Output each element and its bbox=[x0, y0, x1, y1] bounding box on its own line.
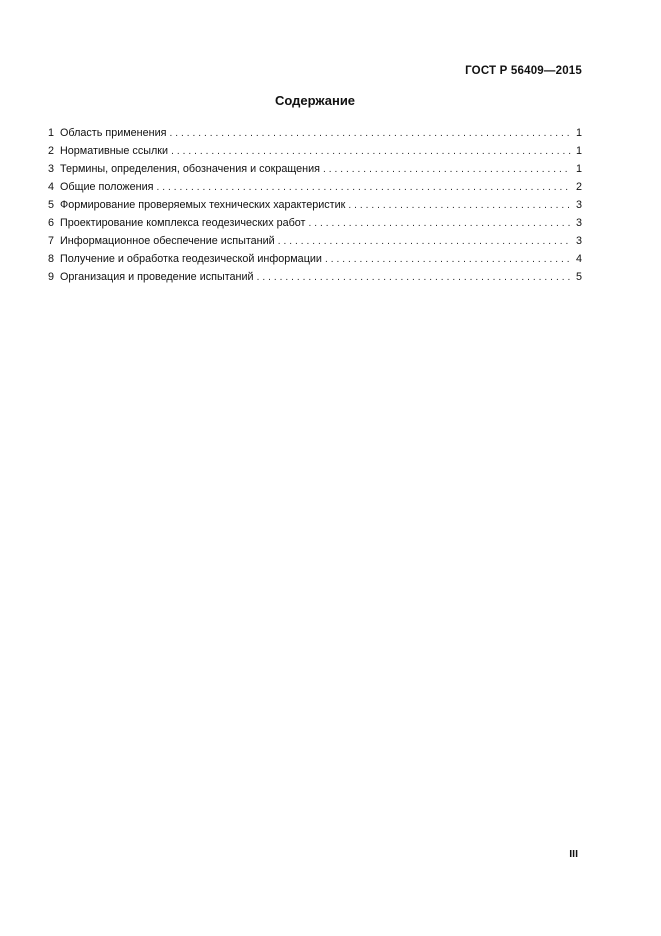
toc-item-page: 2 bbox=[575, 181, 582, 193]
toc-dot-leader bbox=[257, 269, 571, 287]
toc-item-title: Нормативные ссылки bbox=[60, 145, 169, 157]
toc-title: Содержание bbox=[274, 93, 356, 108]
toc-item-number: 9 bbox=[48, 271, 55, 283]
toc-item[interactable] bbox=[48, 250, 582, 268]
toc-item-number: 4 bbox=[48, 181, 55, 193]
toc-item-page: 1 bbox=[575, 127, 582, 139]
toc-item-number: 7 bbox=[48, 235, 55, 247]
toc-item[interactable] bbox=[48, 178, 582, 196]
page-number: III bbox=[569, 848, 578, 860]
toc-item-title: Информационное обеспечение испытаний bbox=[60, 235, 275, 247]
toc-item-page: 3 bbox=[575, 235, 582, 247]
toc-item-title: Формирование проверяемых технических характеристик bbox=[60, 199, 346, 211]
toc-item[interactable] bbox=[48, 196, 582, 214]
toc-item-number: 6 bbox=[48, 217, 55, 229]
toc-item-number: 1 bbox=[48, 127, 55, 139]
toc-item-page: 1 bbox=[575, 145, 582, 157]
toc-item[interactable] bbox=[48, 124, 582, 142]
toc-item[interactable] bbox=[48, 268, 582, 286]
toc-item-title: Получение и обработка геодезической информации bbox=[60, 253, 322, 265]
toc-item-page: 4 bbox=[575, 253, 582, 265]
toc-item[interactable] bbox=[48, 214, 582, 232]
toc-dot-leader bbox=[348, 197, 571, 215]
toc-item[interactable] bbox=[48, 142, 582, 160]
toc-item-title: Область применения bbox=[60, 127, 167, 139]
toc-dot-leader bbox=[325, 251, 571, 269]
toc-item-page: 1 bbox=[575, 163, 582, 175]
toc-dot-leader bbox=[323, 161, 571, 179]
toc-item-page: 3 bbox=[575, 217, 582, 229]
toc-item-title: Термины, определения, обозначения и сокращения bbox=[60, 163, 321, 175]
toc-item[interactable] bbox=[48, 160, 582, 178]
toc-item[interactable] bbox=[48, 232, 582, 250]
document-code: ГОСТ Р 56409—2015 bbox=[465, 65, 582, 77]
toc-item-page: 5 bbox=[575, 271, 582, 283]
toc-dot-leader bbox=[278, 233, 571, 251]
toc-item-title: Общие положения bbox=[60, 181, 154, 193]
toc-dot-leader bbox=[157, 179, 572, 197]
toc-item-title: Проектирование комплекса геодезических работ bbox=[60, 217, 306, 229]
toc-dot-leader bbox=[309, 215, 571, 233]
toc-item-number: 8 bbox=[48, 253, 55, 265]
toc-dot-leader bbox=[170, 125, 572, 143]
toc-item-number: 2 bbox=[48, 145, 55, 157]
toc-item-page: 3 bbox=[575, 199, 582, 211]
toc-dot-leader bbox=[171, 143, 571, 161]
toc-item-number: 3 bbox=[48, 163, 55, 175]
toc-item-number: 5 bbox=[48, 199, 55, 211]
toc-item-title: Организация и проведение испытаний bbox=[60, 271, 254, 283]
table-of-contents bbox=[48, 124, 582, 286]
